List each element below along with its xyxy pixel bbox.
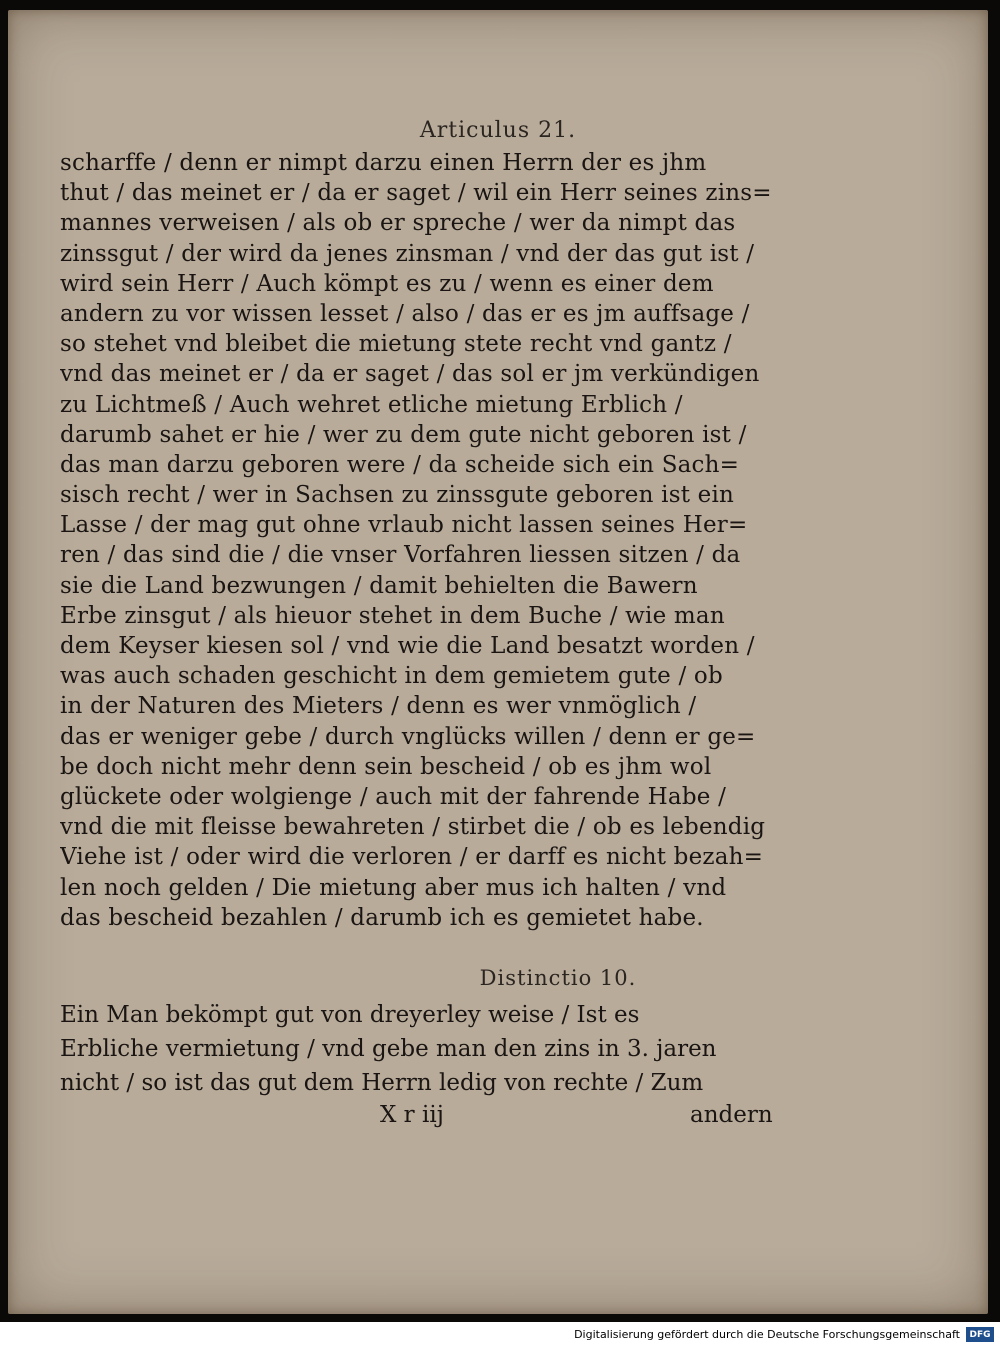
text-line: in der Naturen des Mieters / denn es wer vnmöglich / (60, 693, 697, 720)
text-line: Ein Man bekömpt gut von dreyerley weise / Ist es (60, 1002, 640, 1028)
text-line: Lasse / der mag gut ohne vrlaub nicht lassen seines Her= (60, 512, 748, 539)
text-line: darumb sahet er hie / wer zu dem gute nicht geboren ist / (60, 421, 747, 448)
text-line: zinssgut / der wird da jenes zinsman / vnd der das gut ist / (60, 240, 755, 267)
text-line: len noch gelden / Die mietung aber mus ich halten / vnd (60, 874, 727, 901)
text-line: Viehe ist / oder wird die verloren / er darff es nicht bezah= (60, 844, 764, 871)
dfg-logo: DFG (966, 1327, 994, 1342)
text-line: sie die Land bezwungen / damit behielten die Bawern (60, 572, 698, 599)
text-line: ren / das sind die / die vnser Vorfahren liessen sitzen / da (60, 542, 741, 569)
text-line: das bescheid bezahlen / darumb ich es gemietet habe. (60, 904, 704, 931)
text-line: so stehet vnd bleibet die mietung stete recht vnd gantz / (60, 331, 732, 358)
funding-credit: Digitalisierung gefördert durch die Deutsche Forschungsgemeinschaft (574, 1328, 960, 1341)
signature-mark: X r iij (380, 1102, 444, 1128)
text-line: Erbliche vermietung / vnd gebe man den zins in 3. jaren (60, 1036, 717, 1062)
catchword: andern (690, 1102, 773, 1128)
text-line: sisch recht / wer in Sachsen zu zinssgute geboren ist ein (60, 482, 735, 509)
text-line: wird sein Herr / Auch kömpt es zu / wenn es einer dem (60, 270, 714, 297)
text-line: Erbe zinsgut / als hieuor stehet in dem Buche / wie man (60, 602, 725, 629)
text-line: thut / das meinet er / da er saget / wil ein Herr seines zins= (60, 180, 772, 207)
text-line: das er weniger gebe / durch vnglücks willen / denn er ge= (60, 723, 756, 750)
body-text-section (60, 998, 800, 1100)
section-heading: Distinctio 10. (479, 966, 637, 990)
text-line: glückete oder wolgienge / auch mit der fahrende Habe / (60, 783, 727, 810)
text-line: scharffe / denn er nimpt darzu einen Herrn der es jhm (60, 150, 707, 176)
text-line: vnd das meinet er / da er saget / das sol er jm verkündigen (60, 361, 760, 388)
text-line: das man darzu geboren were / da scheide sich ein Sach= (60, 451, 740, 478)
text-line: vnd die mit fleisse bewahreten / stirbet die / ob es lebendig (60, 814, 766, 841)
text-line: was auch schaden geschicht in dem gemietem gute / ob (60, 663, 723, 690)
text-line: mannes verweisen / als ob er spreche / wer da nimpt das (60, 210, 736, 237)
body-text (60, 148, 800, 933)
text-line: nicht / so ist das gut dem Herrn ledig von rechte / Zum (60, 1070, 704, 1096)
text-line: be doch nicht mehr denn sein bescheid / ob es jhm wol (60, 753, 712, 780)
text-line: andern zu vor wissen lesset / also / das er es jm auffsage / (60, 300, 750, 327)
footer-bar (0, 1324, 1000, 1348)
document-page (8, 10, 988, 1314)
text-line: dem Keyser kiesen sol / vnd wie die Land besatzt worden / (60, 633, 755, 659)
text-line: zu Lichtmeß / Auch wehret etliche mietung Erblich / (60, 391, 683, 418)
running-head: Articulus 21. (419, 118, 577, 143)
